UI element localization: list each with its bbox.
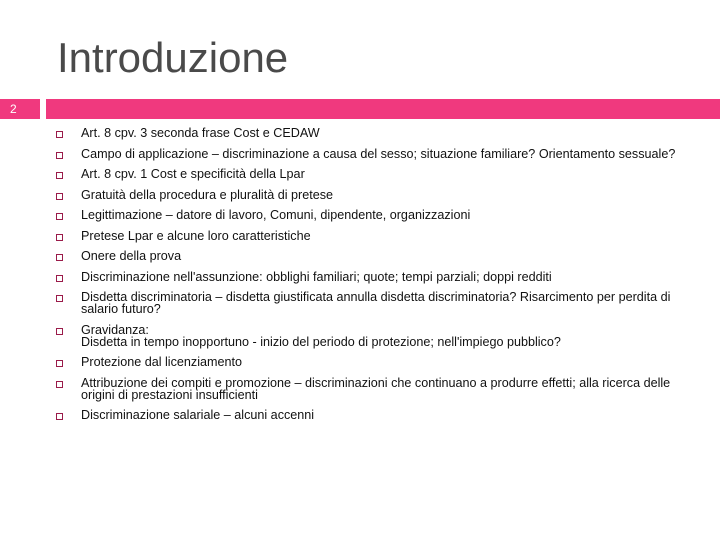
bullet-text: Discriminazione salariale – alcuni accenni bbox=[81, 408, 315, 422]
list-item bbox=[56, 189, 696, 201]
bullet-text: Gratuità della procedura e pluralità di pretese bbox=[81, 187, 334, 202]
list-item bbox=[56, 409, 696, 421]
square-bullet-icon bbox=[56, 213, 63, 220]
bullet-text: Campo di applicazione – discriminazione a causa del sesso; situazione familiare? Orientamento sessuale? bbox=[81, 146, 676, 161]
bullet-text: Attribuzione dei compiti e promozione – discriminazioni che continuano a produrre effetti; alla ricerca delle origini di prestazioni insufficienti bbox=[81, 375, 671, 402]
list-item bbox=[56, 377, 696, 401]
square-bullet-icon bbox=[56, 193, 63, 200]
list-item bbox=[56, 148, 696, 160]
bullet-text: Legittimazione – datore di lavoro, Comuni, dipendente, organizzazioni bbox=[81, 208, 471, 222]
slide-title: Introduzione bbox=[57, 34, 289, 81]
square-bullet-icon bbox=[56, 172, 63, 179]
bullet-text: Disdetta discriminatoria – disdetta giustificata annulla disdetta discriminatoria? Risarcimento per perdita di salario futuro? bbox=[81, 290, 671, 316]
square-bullet-icon bbox=[56, 254, 63, 261]
list-item bbox=[56, 209, 696, 221]
square-bullet-icon bbox=[56, 295, 63, 302]
bullet-text: Onere della prova bbox=[81, 249, 182, 263]
bullet-text: Protezione dal licenziamento bbox=[81, 355, 243, 369]
list-item bbox=[56, 356, 696, 368]
square-bullet-icon bbox=[56, 381, 63, 388]
square-bullet-icon bbox=[56, 328, 63, 335]
list-item bbox=[56, 271, 696, 283]
bullet-list bbox=[56, 127, 696, 430]
square-bullet-icon bbox=[56, 413, 63, 420]
list-item bbox=[56, 230, 696, 242]
bullet-text: Discriminazione nell'assunzione: obblighi familiari; quote; tempi parziali; doppi redditi bbox=[81, 269, 552, 284]
bullet-text: Art. 8 cpv. 3 seconda frase Cost e CEDAW bbox=[81, 126, 320, 140]
list-item bbox=[56, 250, 696, 262]
list-item bbox=[56, 168, 696, 180]
bullet-text: Pretese Lpar e alcune loro caratteristiche bbox=[81, 228, 311, 243]
square-bullet-icon bbox=[56, 234, 63, 241]
square-bullet-icon bbox=[56, 360, 63, 367]
square-bullet-icon bbox=[56, 152, 63, 159]
bullet-text: Gravidanza: Disdetta in tempo inopportuno - inizio del periodo di protezione; nell'impiego pubblico? bbox=[81, 322, 561, 349]
square-bullet-icon bbox=[56, 131, 63, 138]
bullet-text: Art. 8 cpv. 1 Cost e specificità della Lpar bbox=[81, 167, 305, 181]
square-bullet-icon bbox=[56, 275, 63, 282]
list-item bbox=[56, 291, 696, 315]
list-item bbox=[56, 127, 696, 139]
page-number: 2 bbox=[0, 99, 40, 119]
list-item bbox=[56, 324, 696, 348]
header-bar bbox=[46, 99, 720, 119]
